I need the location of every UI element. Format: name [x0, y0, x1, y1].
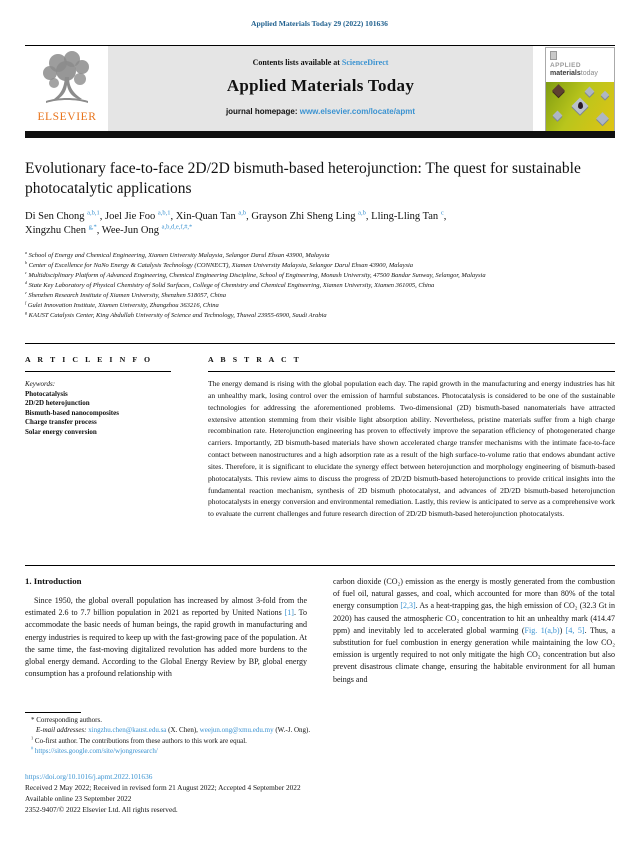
- publication-info-block: [25, 771, 615, 815]
- journal-title: Applied Materials Today: [226, 76, 415, 95]
- abstract-bottom-rule: [25, 565, 615, 566]
- available-online-date: Available online 23 September 2022: [25, 794, 132, 803]
- affiliation-text: Multidisciplinary Platform of Advanced Engineering, Chemical Engineering Discipline, School of Engineering, Monash University, 47500 Bandar Sunway, Selangor, Malaysia: [26, 272, 486, 279]
- affiliation-text: School of Energy and Chemical Engineering, Xiamen University Malaysia, Selangor Darul Ehsan 43900, Malaysia: [27, 252, 330, 259]
- cover-crystal-icon: [552, 84, 565, 97]
- affiliation: [25, 261, 613, 271]
- received-dates: Received 2 May 2022; Received in revised form 21 August 2022; Accepted 4 September 2022: [25, 783, 301, 792]
- homepage-prefix: journal homepage:: [225, 107, 300, 116]
- cover-title-today: today: [580, 70, 598, 77]
- keyword: Bismuth-based nanocomposites: [25, 408, 119, 417]
- cover-crystal-icon: [585, 87, 595, 97]
- affiliation-text: KAUST Catalysis Center, King Abdullah University of Science and Technology, Thuwal 23955-6900, Saudi Arabia: [27, 312, 327, 319]
- affiliation-marker: b: [25, 259, 28, 265]
- issn-copyright: 2352-9407/© 2022 Elsevier Ltd. All rights reserved.: [25, 805, 178, 814]
- intro-paragraph-right: carbon dioxide (CO₂) emission as the energy is mostly generated from the combustion of fuel oil, natural gasses, and coal, which accounted for more than 80% of the total energy consumption [2,3]. As a heat-trapping gas, the high emission of CO₂ (32.3 Gt in 2020) has caused the atmospheric CO₂ concentration to hit an unhealthy mark (414.47 ppm) and inevitably led to accelerated global warming (Fig. 1(a,b)) [4, 5]. Thus, a substitution for fuel combustion in energy generation while maintaining the low CO₂ emission is urgently required to not only mitigate the high CO₂ concentration but also prevent disastrous climate change, ensuring the habitable environment for all human beings and: [333, 577, 616, 684]
- footnotes-block: [25, 715, 590, 756]
- cover-droplet-icon: [578, 102, 583, 109]
- running-head-citation: Applied Materials Today 29 (2022) 101636: [251, 19, 388, 28]
- banner-bottom-bar: [25, 131, 615, 138]
- cover-title-materials: materials: [550, 70, 581, 77]
- author-list: Di Sen Chong $^{a,b,1}$, Joel Jie Foo $^{a,b,1}$, Xin-Quan Tan $^{a,b}$, Grayson Zhi Sheng Ling $^{a,b}$, Lling-Lling Tan $^c$, Xingzhu Chen $^{g,*}$, Wee-Jun Ong $^{a,b,d,e,f,\#,*}$: [25, 209, 447, 236]
- journal-banner: [108, 46, 533, 131]
- abstract-header: A B S T R A C T: [208, 355, 302, 364]
- email-addresses-line[interactable]: E-mail addresses: xingzhu.chen@kaust.edu.sa (X. Chen), weejun.ong@xmu.edu.my (W.-J. Ong).: [36, 726, 311, 735]
- affiliation: [25, 281, 613, 291]
- cover-crystal-icon: [596, 112, 609, 125]
- footnote-rule: [25, 712, 81, 713]
- journal-cover-art: [546, 82, 614, 132]
- cover-title-applied: APPLIED: [550, 62, 581, 69]
- keyword: Charge transfer process: [25, 418, 97, 427]
- abstract-rule: [208, 371, 615, 372]
- cover-title-materialstoday: [550, 70, 598, 77]
- affiliation-marker: c: [25, 269, 27, 275]
- affiliation: [25, 291, 613, 301]
- sciencedirect-link[interactable]: ScienceDirect: [341, 58, 389, 67]
- cover-crystal-icon: [601, 91, 609, 99]
- affiliation-marker: e: [25, 289, 27, 295]
- abstract-text: The energy demand is rising with the global population each day. The rapid growth in the manufacturing and energy industries has hit an unhealthy mark, losing control over the emission of harmful substances. Photocatalysis is considered to be one of the sustainable technologies for addressing the aforementioned problems. Two-dimensional (2D) bismuth-based nanomaterials have attracted extensive attention stemming from their visible light absorption ability. Nevertheless, pristine materials suffer from a high charge recombination rate. Heterojunction engineering has proven to effectively improve the separation efficiency of photogenerated charge carriers. Importantly, 2D bismuth-based materials have shown accelerated charge transfer mechanisms with the intimate face-to-face contact between nanostructures and a high adsorption rate as a result of the high surface-to-volume ratio that endows abundant active sites. Therefore, it is significant to elucidate the synergy effect between heterojunction and morphology engineering of bismuth-based photocatalysts. This review aims to discuss the progress of 2D/2D bismuth-based heterojunctions to provide critical insights into the fundamental reaction mechanism, synthesis of 2D bismuth photocatalyst, and advances of 2D/2D bismuth-based heterojunction photocatalysts in energy conversion and environmental remediation. Lastly, this review is anticipated to serve as a comprehensive work to evaluate the current challenges and future research direction of 2D/2D bismuth-based heterojunction photocatalysts.: [208, 379, 615, 519]
- keyword: Solar energy conversion: [25, 427, 97, 436]
- keywords-label: Keywords:: [25, 380, 56, 388]
- journal-cover-thumbnail[interactable]: [545, 47, 615, 133]
- affiliation-text: Shenzhen Research Institute of Xiamen University, Shenzhen 518057, China: [26, 292, 227, 299]
- cover-crystal-icon: [553, 111, 563, 121]
- doi-link[interactable]: https://doi.org/10.1016/j.apmt.2022.101636: [25, 772, 153, 781]
- keyword: 2D/2D heterojunction: [25, 399, 90, 408]
- article-info-header: A R T I C L E I N F O: [25, 355, 153, 364]
- elsevier-wordmark: ELSEVIER: [37, 111, 97, 123]
- section-rule: [25, 343, 615, 344]
- cofirst-author-note: $^1$ Co-first author. The contributions from these authors to this work are equal.: [31, 735, 247, 745]
- intro-paragraph-left: Since 1950, the global overall population has increased by almost 3-fold from the estimated 2.6 to 7.7 billion population in 2021 as reported by United Nations [1]. To accommodate the basic needs of human beings, the rapid growth in manufacturing and energy industries is required to keep up with the fast-growing pace of the population. At the same time, the fast-moving digitalized revolution has added more burdens to the global energy demand. According to the Global Energy Review by BP, global energy consumption has a profound relationship with: [25, 596, 307, 679]
- section-heading-introduction: 1. Introduction: [25, 576, 82, 586]
- affiliation: [25, 251, 613, 261]
- affiliations: [25, 251, 613, 321]
- affiliation-marker: a: [25, 249, 28, 255]
- homepage-line: [108, 107, 533, 116]
- cover-publisher-icon: [550, 51, 557, 60]
- elsevier-tree-icon: [38, 49, 96, 111]
- keywords-block: [25, 380, 185, 438]
- affiliation-marker: d: [25, 279, 28, 285]
- affiliation: [25, 271, 613, 281]
- homepage-link[interactable]: www.elsevier.com/locate/apmt: [299, 107, 416, 116]
- article-title: Evolutionary face-to-face 2D/2D bismuth-based heterojunction: The quest for sustainable photocatalytic applications: [25, 160, 581, 197]
- affiliation-text: Gulei Innovation Institute, Xiamen University, Zhangzhou 363216, China: [26, 302, 219, 309]
- affiliation: [25, 301, 613, 311]
- affiliation-marker: f: [25, 299, 27, 305]
- article-info-rule: [25, 371, 171, 372]
- affiliation-marker: g: [25, 309, 28, 315]
- affiliation: [25, 311, 613, 321]
- elsevier-logo[interactable]: [26, 49, 108, 131]
- research-website-link[interactable]: # https://sites.google.com/site/wjongresearch/: [31, 745, 158, 755]
- keyword: Photocatalysis: [25, 389, 68, 398]
- affiliation-text: State Key Laboratory of Physical Chemistry of Solid Surfaces, College of Chemistry and Chemical Engineering, Xiamen University, Xiamen 361005, China: [27, 282, 435, 289]
- contents-line: [108, 58, 533, 67]
- corresponding-authors-note: * Corresponding authors.: [31, 716, 102, 724]
- contents-prefix: Contents lists available at: [252, 58, 342, 67]
- affiliation-text: Center of Excellence for NaNo Energy & Catalysis Technology (CONNECT), Xiamen University Malaysia, Selangor Darul Ehsan 43900, Malaysia: [27, 262, 414, 269]
